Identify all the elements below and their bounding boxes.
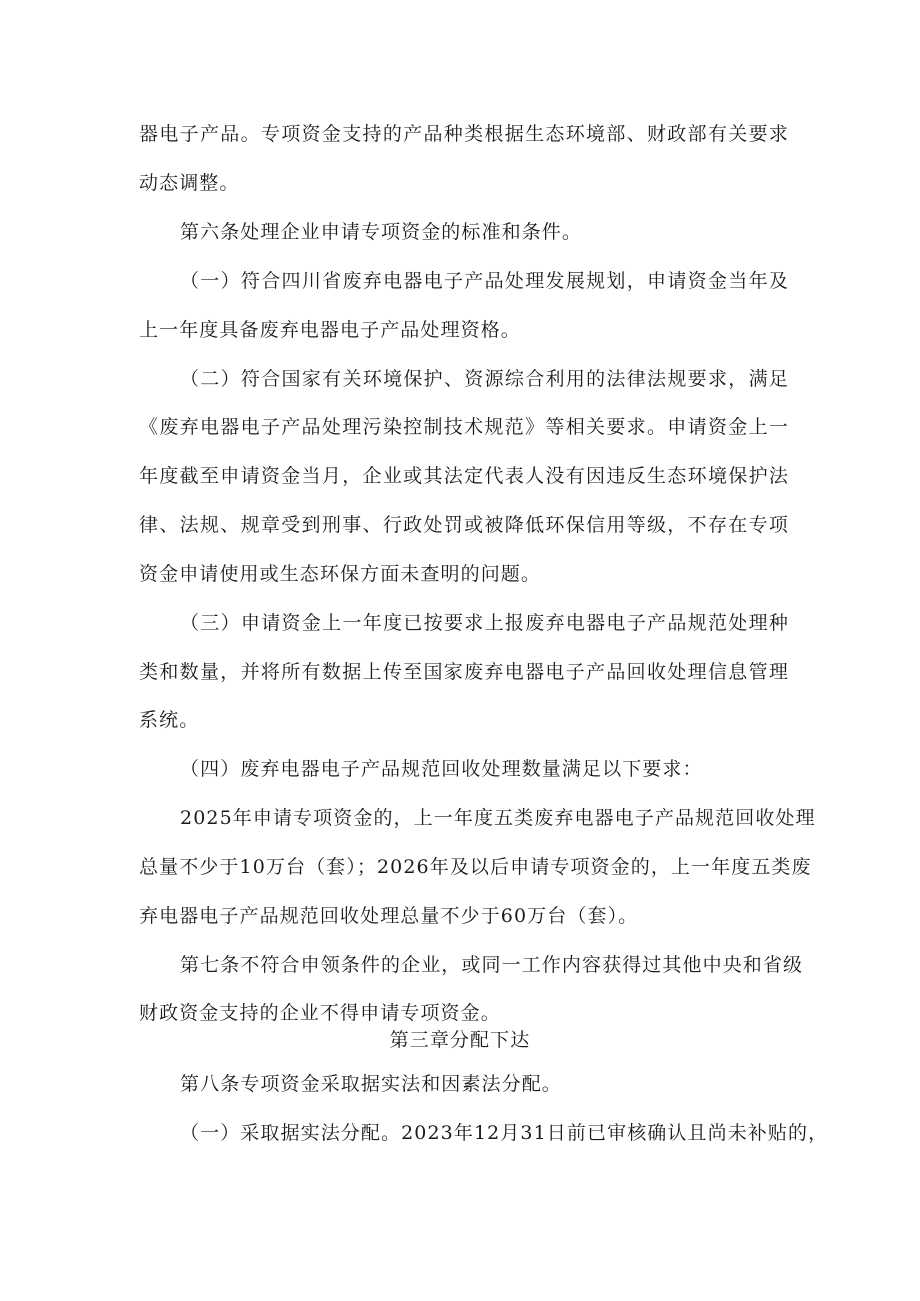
paragraph-line: 年度截至申请资金当月，企业或其法定代表人没有因违反生态环境保护法 (139, 465, 789, 487)
article-heading: 第八条专项资金采取据实法和因素法分配。 (180, 1073, 562, 1095)
paragraph-line: 类和数量，并将所有数据上传至国家废弃电器电子产品回收处理信息管理 (139, 661, 789, 683)
paragraph-line: （一）符合四川省废弃电器电子产品处理发展规划，申请资金当年及 (180, 270, 789, 292)
article-heading: 第七条不符合申领条件的企业，或同一工作内容获得过其他中央和省级 (180, 954, 804, 976)
paragraph-line: 财政资金支持的企业不得申请专项资金。 (139, 1002, 501, 1024)
paragraph-line: 律、法规、规章受到刑事、行政处罚或被降低环保信用等级，不存在专项 (139, 514, 789, 536)
paragraph-line: （二）符合国家有关环境保护、资源综合利用的法律法规要求，满足 (180, 368, 789, 390)
paragraph-line: （一）采取据实法分配。2023年12月31日前已审核确认且尚未补贴的， (180, 1122, 829, 1144)
paragraph-line: 总量不少于10万台（套）；2026年及以后申请专项资金的，上一年度五类废 (139, 856, 812, 878)
paragraph-line: 资金申请使用或生态环保方面未查明的问题。 (139, 563, 542, 585)
article-heading: 第六条处理企业申请专项资金的标准和条件。 (180, 221, 583, 243)
paragraph-line: 2025年申请专项资金的，上一年度五类废弃电器电子产品规范回收处理 (180, 807, 816, 829)
paragraph-line: 上一年度具备废弃电器电子产品处理资格。 (139, 319, 521, 341)
chapter-heading: 第三章分配下达 (389, 1029, 531, 1051)
paragraph-line: 动态调整。 (139, 172, 240, 194)
paragraph-line: （三）申请资金上一年度已按要求上报废弃电器电子产品规范处理种 (180, 612, 789, 634)
paragraph-line: （四）废弃电器电子产品规范回收处理数量满足以下要求： (180, 758, 703, 780)
paragraph-line: 《废弃电器电子产品处理污染控制技术规范》等相关要求。申请资金上一 (139, 416, 789, 438)
paragraph-line: 器电子产品。专项资金支持的产品种类根据生态环境部、财政部有关要求 (139, 123, 789, 145)
paragraph-line: 弃电器电子产品规范回收处理总量不少于60万台（套）。 (139, 905, 639, 927)
paragraph-line: 系统。 (139, 709, 200, 731)
